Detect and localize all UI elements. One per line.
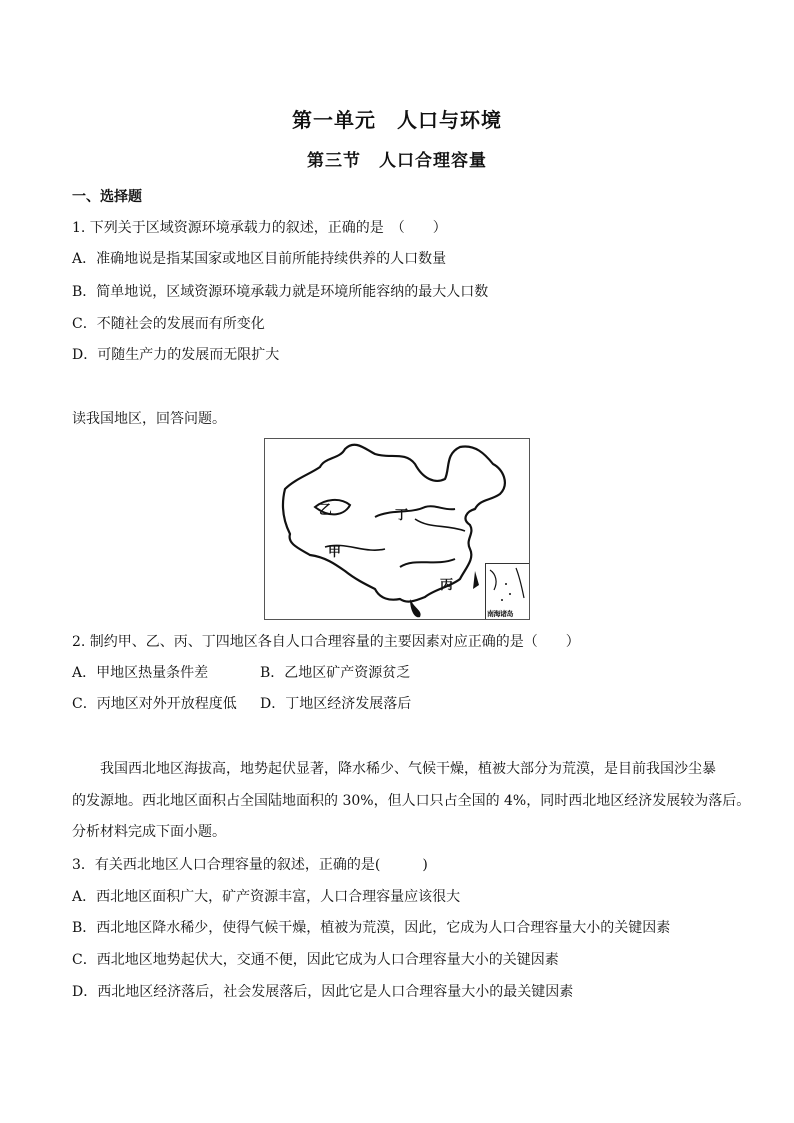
passage-line-2: 的发源地。西北地区面积占全国陆地面积的 30%，但人口只占全国的 4%，同时西北地区经济发展较为落后。 — [72, 793, 751, 809]
q3-stem: 3．有关西北地区人口合理容量的叙述，正确的是( ) — [72, 857, 428, 873]
q1-option-a: A．准确地说是指某国家或地区目前所能持续供养的人口数量 — [72, 251, 447, 267]
section-heading: 一、选择题 — [72, 189, 142, 205]
q1-option-c: C．不随社会的发展而有所变化 — [72, 316, 265, 332]
map-label-ding: 丁 — [395, 508, 409, 523]
south-china-sea-inset — [485, 563, 529, 619]
map-label-bing: 丙 — [440, 578, 454, 593]
map-intro: 读我国地区，回答问题。 — [72, 411, 226, 427]
q3-option-b: B．西北地区降水稀少，使得气候干燥，植被为荒漠，因此，它成为人口合理容量大小的关键因素 — [72, 920, 671, 936]
map-label-jia: 甲 — [328, 545, 342, 560]
q1-option-b: B．简单地说，区域资源环境承载力就是环境所能容纳的最大人口数 — [72, 284, 489, 300]
china-map-figure — [264, 438, 530, 620]
inset-label: 南海诸岛 — [487, 609, 513, 618]
q2-stem: 2. 制约甲、乙、丙、丁四地区各自人口合理容量的主要因素对应正确的是（ ） — [72, 634, 580, 650]
q1-stem: 1. 下列关于区域资源环境承载力的叙述，正确的是 （ ） — [72, 220, 447, 236]
passage-line-1: 我国西北地区海拔高，地势起伏显著，降水稀少、气候干燥，植被大部分为荒漠，是目前我国沙尘暴 — [100, 761, 716, 777]
q3-option-d: D．西北地区经济落后，社会发展落后，因此它是人口合理容量大小的最关键因素 — [72, 984, 574, 1000]
q2-option-b: B．乙地区矿产资源贫乏 — [260, 665, 411, 681]
map-label-yi: 乙 — [319, 503, 333, 518]
passage-line-3: 分析材料完成下面小题。 — [72, 824, 226, 840]
q3-option-a: A．西北地区面积广大，矿产资源丰富，人口合理容量应该很大 — [72, 889, 461, 905]
q2-option-a: A．甲地区热量条件差 — [72, 665, 209, 681]
section-title: 第三节 人口合理容量 — [307, 151, 487, 171]
q2-option-c: C．丙地区对外开放程度低 — [72, 696, 237, 712]
q3-option-c: C．西北地区地势起伏大，交通不便，因此它成为人口合理容量大小的关键因素 — [72, 952, 559, 968]
q2-option-d: D．丁地区经济发展落后 — [260, 696, 412, 712]
q1-option-d: D．可随生产力的发展而无限扩大 — [72, 347, 280, 363]
unit-title: 第一单元 人口与环境 — [292, 108, 502, 132]
